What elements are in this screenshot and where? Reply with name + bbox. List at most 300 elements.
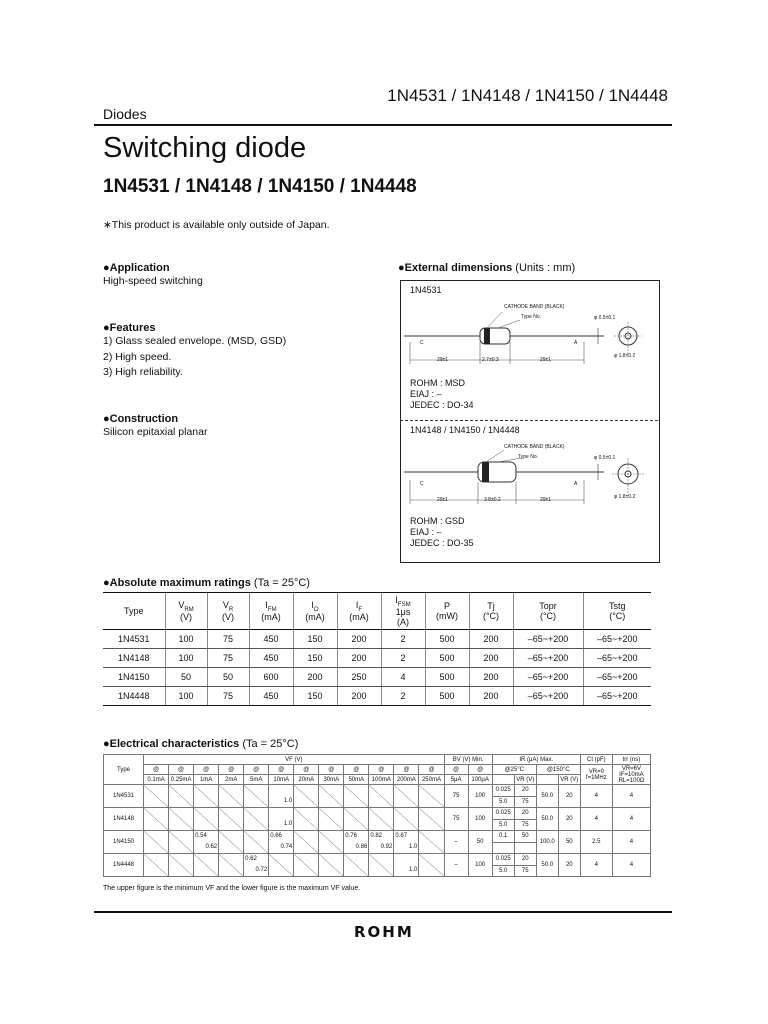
ec-vf-max (369, 865, 393, 876)
features-heading: ●Features (103, 322, 156, 334)
ec-vf-cell (244, 831, 269, 854)
ec-vf-min (194, 808, 218, 819)
ec-vf-max (219, 842, 243, 853)
ec-body (104, 785, 651, 877)
ec-vf-cell (194, 808, 219, 831)
ec-vf-cell (219, 785, 244, 808)
page-subtitle: 1N4531 / 1N4148 / 1N4150 / 1N4448 (103, 176, 417, 197)
pkg1-dim-lead-left: 29±1 (437, 357, 449, 363)
ec-vf-cell (244, 785, 269, 808)
ec-col-bv: BV (V) Min. (444, 755, 492, 765)
ec-vf-at: @ (219, 765, 244, 775)
construction-heading: ●Construction (103, 413, 179, 425)
feature-item: 1) Glass sealed envelope. (MSD, GSD) (103, 335, 287, 347)
ec-cell-type: 1N4448 (104, 854, 144, 877)
ec-cell-type: 1N4150 (104, 831, 144, 854)
ec-ir-25: @25°C (492, 765, 536, 775)
ec-vf-max (269, 865, 293, 876)
ec-vf-max: 1.0 (409, 867, 418, 873)
ec-vf-cell (144, 831, 169, 854)
ec-ct-cell: 2.5 (580, 831, 612, 854)
ec-trr-condition: VR=6V IF=10mA RL=100Ω (612, 765, 650, 785)
ec-vf-cell (419, 785, 444, 808)
amr-col-io: $I_O$ (mA) (293, 593, 337, 630)
ec-ir25-bottom (492, 842, 514, 854)
pkg1-jedec: JEDEC : DO-34 (410, 400, 474, 410)
ec-vf-max (419, 796, 443, 807)
amr-cell-type: 1N4148 (103, 649, 165, 668)
ec-vf-min (294, 831, 318, 842)
amr-col-tstg: Tstg (°C) (583, 593, 651, 630)
ec-vf-at: @ (419, 765, 444, 775)
ec-vf-cell (294, 808, 319, 831)
ec-vf-min (219, 831, 243, 842)
ec-vf-max (319, 796, 343, 807)
ec-vf-min (244, 831, 268, 842)
ec-vf-max (144, 865, 168, 876)
feature-item: 2) High speed. (103, 350, 172, 363)
ec-vf-cell (319, 808, 344, 831)
ec-vf-min (344, 808, 368, 819)
ec-bv-current: 100μA (468, 775, 492, 785)
ec-ir-150: @150°C (536, 765, 580, 775)
ec-vf-current: 50mA (344, 775, 369, 785)
ec-row (104, 854, 651, 866)
ec-ir150-cell: 50.0 (536, 808, 558, 831)
pkg2-standards (410, 516, 474, 549)
ec-vf-min: 0.54 (195, 833, 207, 839)
ec-ir150-cell: 50.0 (536, 785, 558, 808)
ec-vf-max: 1.0 (409, 844, 418, 850)
ec-vf-max (369, 819, 393, 830)
ec-col-ct: Ct (pF) (580, 755, 612, 765)
ec-vf-cell (369, 785, 394, 808)
ec-vf-min: 0.82 (370, 833, 383, 839)
ec-vf-max (294, 796, 318, 807)
ec-bv-at: @ (468, 765, 492, 775)
ec-vf-min: 0.66 (270, 833, 282, 839)
ec-vf-at: @ (194, 765, 219, 775)
ec-col-type: Type (104, 755, 144, 785)
ec-vf-at: @ (269, 765, 294, 775)
amr-cell: –65~+200 (583, 687, 651, 706)
amr-col-ifsm: $I_{FSM}$ 1μs (A) (381, 593, 425, 630)
ec-vf-cell (269, 808, 294, 831)
ec-cell-type: 1N4531 (104, 785, 144, 808)
ec-vf-cell (194, 854, 219, 877)
amr-col-vr: $V_R$ (V) (207, 593, 249, 630)
ec-vr25-bottom: 75 (514, 819, 536, 831)
pkg1-body-diameter: φ 1.8±0.2 (614, 353, 636, 359)
ec-vf-min: 0.87 (395, 833, 408, 839)
ec-vf-min (344, 785, 368, 796)
ec-bv-cell: – (444, 831, 468, 854)
ec-vf-max (344, 796, 368, 807)
ec-vf-min (244, 785, 268, 796)
ec-vf-max (169, 842, 193, 853)
amr-cell: –65~+200 (583, 649, 651, 668)
ec-vf-current: 20mA (294, 775, 319, 785)
electrical-characteristics-table (103, 754, 651, 877)
ec-vf-max (369, 796, 393, 807)
ec-vf-min (394, 808, 418, 819)
amr-cell: 200 (469, 668, 513, 687)
ec-vf-min (144, 831, 168, 842)
ec-vr25-top: 50 (514, 831, 536, 843)
amr-cell: 150 (293, 630, 337, 649)
header-rule (94, 124, 672, 126)
pkg2-name: 1N4148 / 1N4150 / 1N4448 (410, 425, 520, 435)
ec-vf-min (319, 854, 343, 865)
ec-vf-cell (244, 854, 269, 877)
ec-vr150-cell: 50 (558, 831, 580, 854)
ec-vf-cell (194, 831, 219, 854)
ec-vf-max: 0.92 (380, 844, 393, 850)
ec-trr-cell: 4 (612, 785, 650, 808)
ec-vf-max (294, 842, 318, 853)
ec-ir150-current-head (536, 775, 558, 785)
ec-vf-max: 0.62 (205, 844, 218, 850)
amr-col-ifm: $I_{FM}$ (mA) (249, 593, 293, 630)
ec-vf-cell (144, 785, 169, 808)
amr-cell: 75 (207, 630, 249, 649)
ec-vr25-top: 20 (514, 785, 536, 797)
ec-vr150-cell: 20 (558, 808, 580, 831)
pkg1-eiaj: EIAJ : – (410, 389, 442, 399)
ec-vf-min (369, 808, 393, 819)
ec-vf-max: 0.86 (355, 844, 368, 850)
ec-vf-cell (394, 831, 419, 854)
availability-note: ∗This product is available only outside of Japan. (103, 219, 330, 231)
ec-vf-at: @ (344, 765, 369, 775)
amr-cell: 75 (207, 649, 249, 668)
ec-vf-min (319, 785, 343, 796)
amr-cell: 150 (293, 649, 337, 668)
ec-footnote: The upper figure is the minimum VF and the lower figure is the maximum VF value. (103, 885, 361, 892)
ec-bv-cell: 50 (468, 831, 492, 854)
pkg1-lead-diameter: φ 0.5±0.1 (594, 315, 616, 321)
pkg1-dim-lead-right: 29±1 (540, 357, 552, 363)
ec-vf-max (419, 819, 443, 830)
amr-cell: 450 (249, 649, 293, 668)
ec-vf-max: 1.0 (283, 798, 293, 804)
ec-vf-cell (169, 854, 194, 877)
ec-bv-at: @ (444, 765, 468, 775)
ec-ir25-top: 0.1 (492, 831, 514, 843)
ec-vf-cell (369, 808, 394, 831)
ec-vf-min (169, 808, 193, 819)
ec-ir25-top: 0.025 (492, 854, 514, 866)
pkg1-name: 1N4531 (410, 285, 442, 295)
ec-vf-at: @ (319, 765, 344, 775)
ec-vf-min (319, 808, 343, 819)
ec-vf-min (269, 808, 293, 819)
ec-vf-min (219, 854, 243, 865)
ec-vf-min (344, 854, 368, 865)
ec-vf-cell (194, 785, 219, 808)
ec-vf-min (144, 785, 168, 796)
amr-cell: 450 (249, 630, 293, 649)
amr-cell: 450 (249, 687, 293, 706)
header-part-numbers: 1N4531 / 1N4148 / 1N4150 / 1N4448 (387, 86, 668, 105)
amr-cell: 500 (425, 687, 469, 706)
ec-vf-min (394, 785, 418, 796)
ec-vf-cell (419, 854, 444, 877)
pkg2-anode-label: A (574, 481, 578, 487)
ec-vf-at: @ (394, 765, 419, 775)
ec-col-ir: IR (μA) Max. (492, 755, 580, 765)
pkg2-cathode-label: C (420, 481, 424, 487)
ec-vf-min (294, 785, 318, 796)
ec-bv-current: 5μA (444, 775, 468, 785)
ec-bv-cell: 75 (444, 808, 468, 831)
features-section (103, 322, 383, 381)
amr-cell: –65~+200 (513, 687, 583, 706)
footer-rule (94, 911, 672, 913)
ec-vf-max (144, 842, 168, 853)
ec-vf-min (144, 854, 168, 865)
ec-row (104, 785, 651, 797)
amr-cell-type: 1N4448 (103, 687, 165, 706)
ec-vf-min (419, 808, 443, 819)
ec-vf-cell (269, 831, 294, 854)
pkg2-jedec: JEDEC : DO-35 (410, 538, 474, 548)
ec-vr25-bottom: 75 (514, 796, 536, 808)
ec-vf-max (344, 819, 368, 830)
pkg2-lead-diameter: φ 0.5±0.1 (594, 455, 616, 461)
amr-cell: 100 (165, 649, 207, 668)
ec-trr-cell: 4 (612, 854, 650, 877)
ec-vf-max (294, 865, 318, 876)
pkg1-type-no-label: Type No. (521, 314, 542, 320)
amr-cell: 50 (165, 668, 207, 687)
ec-vf-max (244, 796, 268, 807)
ec-vf-min (294, 808, 318, 819)
ec-vf-cell (394, 854, 419, 877)
amr-cell: 200 (469, 630, 513, 649)
ec-vf-min (419, 785, 443, 796)
amr-cell: –65~+200 (513, 668, 583, 687)
pkg1-anode-label: A (574, 340, 578, 346)
amr-cell: 150 (293, 687, 337, 706)
ec-vf-min (169, 831, 193, 842)
ec-vr25-bottom (514, 842, 536, 854)
ec-vf-min (194, 785, 218, 796)
ec-vf-max (169, 865, 193, 876)
ec-bv-cell: 100 (468, 785, 492, 808)
ec-vf-min (219, 808, 243, 819)
amr-cell: –65~+200 (583, 630, 651, 649)
external-dimensions-divider (400, 420, 658, 421)
ec-ct-condition: VR=0 f=1MHz (580, 765, 612, 785)
ec-vf-max (194, 865, 218, 876)
ec-vf-min (369, 785, 393, 796)
ec-vf-max: 1.0 (283, 821, 293, 827)
ec-vf-max (419, 865, 443, 876)
ec-vf-min (419, 831, 443, 842)
pkg2-dim-body: 3.8±0.2 (484, 497, 501, 503)
ec-vf-min (269, 785, 293, 796)
amr-col-type: Type (103, 593, 165, 630)
ec-bv-cell: 100 (468, 854, 492, 877)
ec-bv-cell: – (444, 854, 468, 877)
pkg1-dim-body: 2.7±0.3 (482, 357, 499, 363)
ec-ir25-bottom: 5.0 (492, 865, 514, 877)
ec-vf-max (419, 842, 443, 853)
amr-cell: 600 (249, 668, 293, 687)
ec-vf-cell (394, 808, 419, 831)
amr-cell: 2 (381, 687, 425, 706)
ec-vf-cell (319, 785, 344, 808)
ec-vf-cell (344, 808, 369, 831)
amr-col-p: P (mW) (425, 593, 469, 630)
ec-vf-current: 0.25mA (169, 775, 194, 785)
application-section (103, 262, 383, 290)
ec-ir25-top: 0.025 (492, 808, 514, 820)
ec-vf-max (169, 796, 193, 807)
amr-cell: 250 (337, 668, 381, 687)
construction-section (103, 413, 383, 441)
ec-vf-cell (244, 808, 269, 831)
ec-vf-current: 5mA (244, 775, 269, 785)
amr-cell-type: 1N4150 (103, 668, 165, 687)
application-heading: ●Application (103, 262, 170, 274)
application-text: High-speed switching (103, 275, 203, 287)
ec-ir150-cell: 50.0 (536, 854, 558, 877)
amr-cell: –65~+200 (583, 668, 651, 687)
ec-row (104, 831, 651, 843)
amr-cell: 200 (337, 649, 381, 668)
ec-vf-cell (344, 831, 369, 854)
ec-vf-at: @ (244, 765, 269, 775)
amr-col-tj: Tj (°C) (469, 593, 513, 630)
ec-vf-cell (219, 808, 244, 831)
ec-bv-cell: 75 (444, 785, 468, 808)
amr-cell: –65~+200 (513, 630, 583, 649)
pkg1-cathode-label: C (420, 340, 424, 346)
amr-cell: 500 (425, 649, 469, 668)
ec-vf-min (319, 831, 343, 842)
amr-row (103, 687, 651, 706)
ec-vf-min (244, 808, 268, 819)
pkg2-dim-lead-right: 29±1 (540, 497, 552, 503)
ec-ir150-cell: 100.0 (536, 831, 558, 854)
amr-row (103, 630, 651, 649)
ec-vf-cell (294, 831, 319, 854)
amr-cell: 2 (381, 630, 425, 649)
ec-vf-cell (369, 831, 394, 854)
ec-vf-cell (419, 808, 444, 831)
pkg1-rohm: ROHM : MSD (410, 378, 465, 388)
ec-vf-min (169, 785, 193, 796)
amr-col-topr: Topr (°C) (513, 593, 583, 630)
ec-vf-max: 0.74 (280, 844, 293, 850)
ec-ct-cell: 4 (580, 808, 612, 831)
ec-vf-cell (319, 831, 344, 854)
ec-vf-max (219, 865, 243, 876)
amr-row (103, 649, 651, 668)
amr-cell: 100 (165, 630, 207, 649)
ec-vf-min (194, 854, 218, 865)
ec-cell-type: 1N4148 (104, 808, 144, 831)
ec-vf-max (294, 819, 318, 830)
ec-vr150-head: VR (V) (558, 775, 580, 785)
ec-vr25-head: VR (V) (514, 775, 536, 785)
ec-vf-min (419, 854, 443, 865)
ec-vf-max (319, 819, 343, 830)
ec-vf-cell (269, 854, 294, 877)
ec-vf-at: @ (144, 765, 169, 775)
ec-vf-max (244, 842, 268, 853)
pkg1-cathode-band-label: CATHODE BAND (BLACK) (504, 304, 565, 310)
ec-vr150-cell: 20 (558, 785, 580, 808)
amr-cell: 2 (381, 649, 425, 668)
ec-vf-min: 0.62 (245, 856, 257, 862)
ec-vf-max (344, 865, 368, 876)
ec-vf-max (219, 819, 243, 830)
feature-item: 3) High reliability. (103, 366, 183, 378)
amr-cell: 500 (425, 630, 469, 649)
ec-vf-cell (144, 854, 169, 877)
ec-vf-cell (294, 785, 319, 808)
ec-ir25-top: 0.025 (492, 785, 514, 797)
amr-col-vrm: $V_{RM}$ (V) (165, 593, 207, 630)
ec-vf-current: 1mA (194, 775, 219, 785)
amr-row (103, 668, 651, 687)
amr-cell: 75 (207, 687, 249, 706)
ec-vf-cell (394, 785, 419, 808)
ec-vr150-cell: 20 (558, 854, 580, 877)
ec-vf-cell (219, 831, 244, 854)
ec-ir25-bottom: 5.0 (492, 819, 514, 831)
amr-cell: 50 (207, 668, 249, 687)
ec-vf-current: 250mA (419, 775, 444, 785)
ec-vf-max (394, 819, 418, 830)
ec-ir25-bottom: 5.0 (492, 796, 514, 808)
ec-vf-current: 30mA (319, 775, 344, 785)
header-category: Diodes (103, 106, 147, 122)
amr-cell: 100 (165, 687, 207, 706)
pkg2-eiaj: EIAJ : – (410, 527, 442, 537)
ec-col-vf: VF (V) (144, 755, 445, 765)
amr-cell: 200 (293, 668, 337, 687)
page-title: Switching diode (103, 132, 307, 164)
ec-vf-current: 0.1mA (144, 775, 169, 785)
ec-vf-cell (169, 808, 194, 831)
ec-vf-cell (269, 785, 294, 808)
ec-vf-min (169, 854, 193, 865)
pkg2-dim-lead-left: 29±1 (437, 497, 449, 503)
ec-vr25-top: 20 (514, 854, 536, 866)
ec-vf-min (294, 854, 318, 865)
ec-vf-at: @ (294, 765, 319, 775)
amr-cell: 200 (469, 687, 513, 706)
ec-vr25-top: 20 (514, 808, 536, 820)
pkg2-cathode-band-label: CATHODE BAND (BLACK) (504, 444, 565, 450)
ec-vf-max (394, 796, 418, 807)
ec-vf-current: 10mA (269, 775, 294, 785)
ec-vf-max (319, 842, 343, 853)
ec-vf-cell (144, 808, 169, 831)
ec-vf-cell (419, 831, 444, 854)
amr-cell: 200 (337, 687, 381, 706)
ec-vf-max (144, 796, 168, 807)
ec-vf-cell (344, 785, 369, 808)
ec-vf-at: @ (369, 765, 394, 775)
ec-row (104, 808, 651, 820)
pkg2-rohm: ROHM : GSD (410, 516, 465, 526)
amr-cell-type: 1N4531 (103, 630, 165, 649)
